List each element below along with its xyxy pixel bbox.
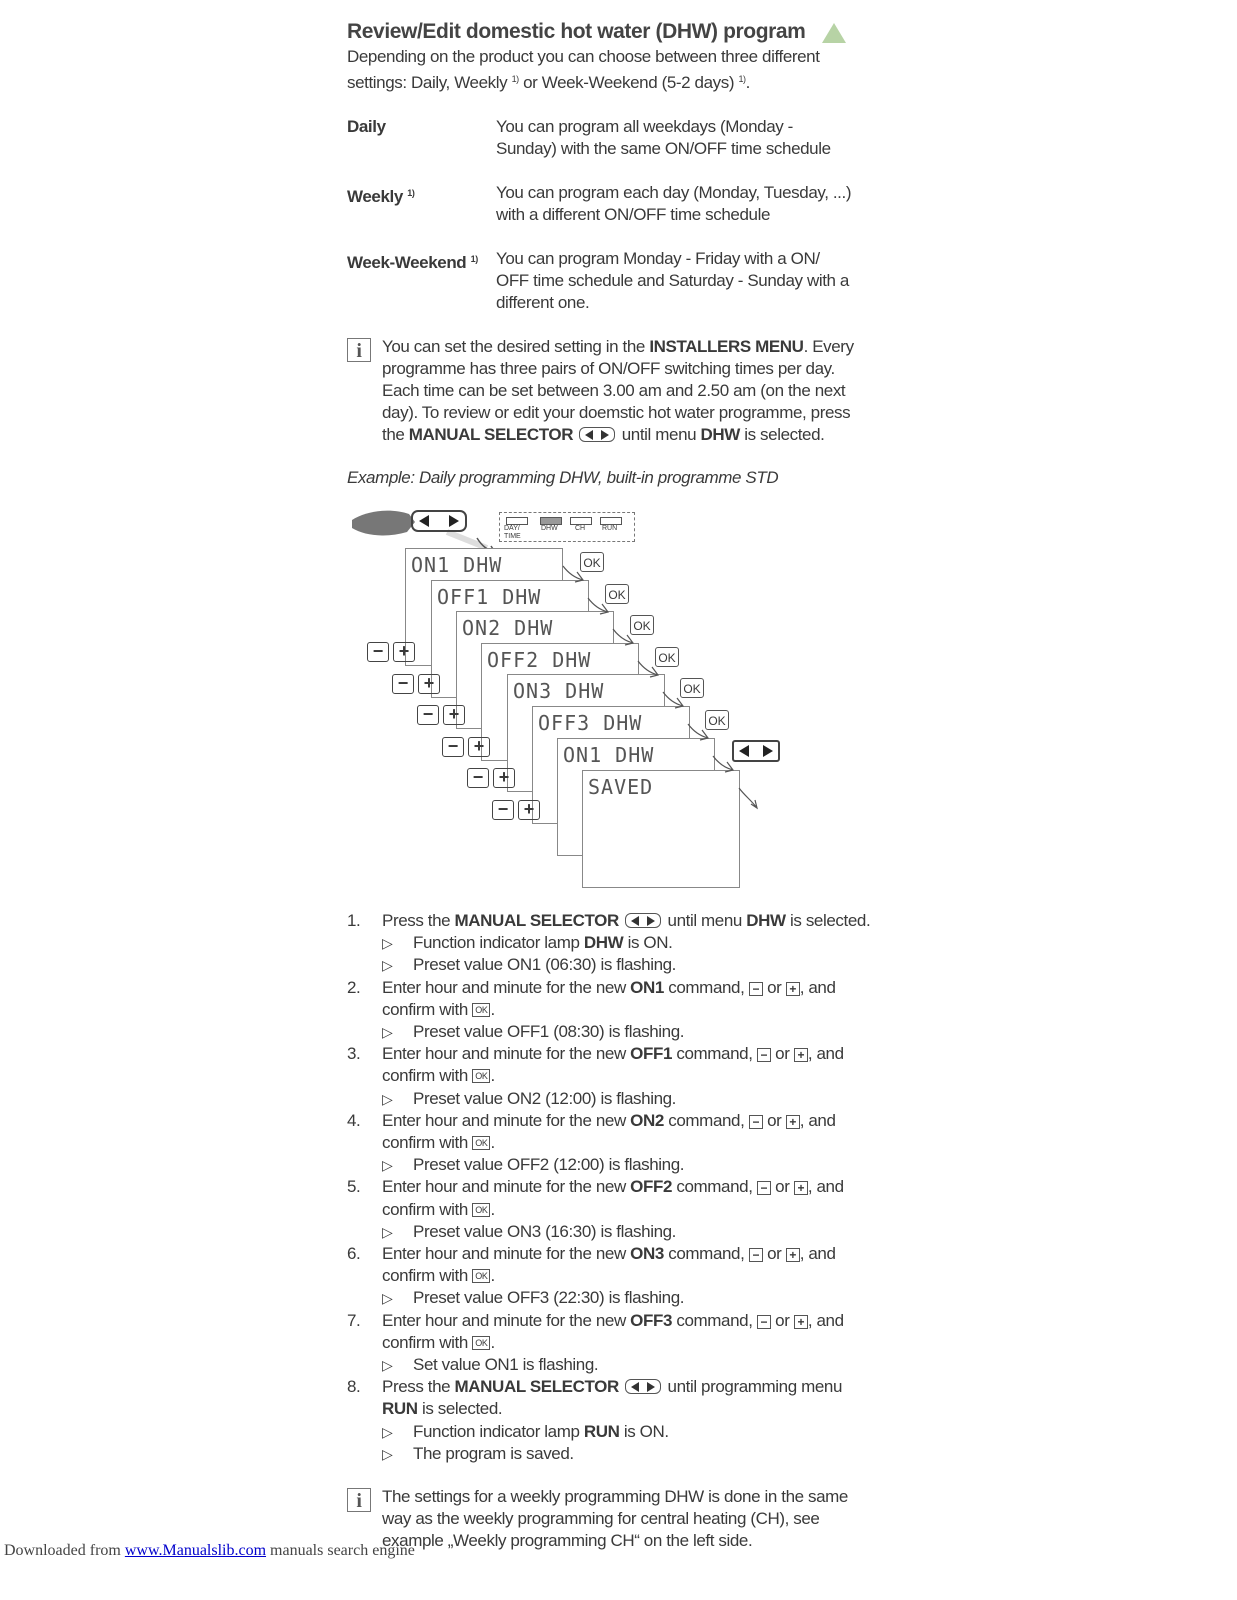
manual-selector-icon bbox=[625, 913, 661, 928]
minus-button[interactable]: − bbox=[467, 768, 489, 788]
plus-icon: + bbox=[786, 1115, 800, 1129]
minus-icon: − bbox=[757, 1315, 771, 1329]
lcd-screen: OFF2 DHW bbox=[481, 643, 639, 761]
result-arrow-icon: ▷ bbox=[382, 1223, 393, 1240]
result-arrow-icon: ▷ bbox=[382, 1090, 393, 1107]
info-icon: i bbox=[347, 1488, 371, 1512]
ok-button[interactable]: OK bbox=[605, 584, 629, 604]
example-caption: Example: Daily programming DHW, built-in programme STD bbox=[347, 468, 779, 487]
minus-plus-buttons bbox=[442, 737, 492, 757]
info-icon: i bbox=[347, 338, 371, 362]
intro-text: Depending on the product you can choose between three different settings: Daily, Weekly $^{1)}$ or Week-Weekend (5-2 days) $^{1)}$. bbox=[347, 47, 820, 92]
result-arrow-icon: ▷ bbox=[382, 935, 393, 952]
definition-week-weekend: Week-Weekend $^{1)}$ You can program Monday - Friday with a ON/ OFF time schedule and Saturday - Sunday with a different one. bbox=[347, 249, 849, 312]
step-result: ▷ Preset value OFF1 (08:30) is flashing. bbox=[347, 1021, 877, 1043]
result-arrow-icon: ▷ bbox=[382, 1290, 393, 1307]
lcd-screen-saved: SAVED bbox=[582, 770, 740, 888]
ok-button[interactable]: OK bbox=[655, 647, 679, 667]
minus-button[interactable]: − bbox=[492, 800, 514, 820]
plus-icon: + bbox=[794, 1181, 808, 1195]
plus-icon: + bbox=[794, 1048, 808, 1062]
step-2: 2. Enter hour and minute for the new ON1 command, − or + , and confirm with OK . bbox=[347, 977, 836, 1019]
plus-icon: + bbox=[786, 1248, 800, 1262]
step-result: ▷ Preset value ON2 (12:00) is flashing. bbox=[347, 1088, 877, 1110]
info-note-weekly: i The settings for a weekly programming DHW is done in the same way as the weekly programming for central heating (CH), see example „Weekly programming CH“ on the left side. bbox=[347, 1486, 867, 1552]
definition-weekly: Weekly $^{1)}$ You can program each day (Monday, Tuesday, ...) with a different ON/OFF time schedule bbox=[347, 183, 852, 224]
minus-plus-buttons bbox=[392, 674, 442, 694]
result-arrow-icon: ▷ bbox=[382, 1024, 393, 1041]
plus-button[interactable]: + bbox=[393, 642, 415, 662]
minus-icon: − bbox=[749, 1115, 763, 1129]
plus-button[interactable]: + bbox=[468, 737, 490, 757]
plus-icon: + bbox=[794, 1315, 808, 1329]
step-4: 4. Enter hour and minute for the new ON2 command, − or + , and confirm with OK . bbox=[347, 1110, 836, 1153]
step-5: 5. Enter hour and minute for the new OFF2 command, − or + , and confirm with OK . bbox=[347, 1177, 844, 1219]
manual-selector-button[interactable] bbox=[732, 740, 780, 762]
minus-plus-buttons bbox=[467, 768, 517, 788]
minus-icon: − bbox=[757, 1048, 771, 1062]
ok-icon: OK bbox=[472, 1069, 490, 1083]
info-note: i You can set the desired setting in the INSTALLERS MENU. Every programme has three pairs of ON/OFF switching times per day. Each time can be set between 3.00 am and 2.50 am (on the next day). To review or edit your doemstic hot water programme, press the MANUAL SELECTOR until menu DHW is selected. bbox=[347, 336, 877, 446]
result-arrow-icon: ▷ bbox=[382, 957, 393, 974]
ok-button[interactable]: OK bbox=[680, 678, 704, 698]
minus-button[interactable]: − bbox=[417, 705, 439, 725]
lcd-screen: ON3 DHW bbox=[507, 674, 665, 792]
content-lower bbox=[347, 20, 877, 1580]
minus-plus-buttons bbox=[492, 800, 542, 820]
lcd-screen: ON1 DHW bbox=[557, 738, 715, 856]
ok-icon: OK bbox=[472, 1003, 490, 1017]
result-arrow-icon: ▷ bbox=[382, 1157, 393, 1174]
step-result: ▷ The program is saved. bbox=[347, 1443, 877, 1465]
step-result: ▷ Set value ON1 is flashing. bbox=[347, 1354, 877, 1376]
minus-icon: − bbox=[757, 1181, 771, 1195]
ok-icon: OK bbox=[472, 1136, 490, 1150]
minus-plus-buttons bbox=[367, 642, 417, 662]
result-arrow-icon: ▷ bbox=[382, 1423, 393, 1440]
plus-button[interactable]: + bbox=[493, 768, 515, 788]
manual-selector-button[interactable] bbox=[411, 510, 467, 532]
plus-button[interactable]: + bbox=[518, 800, 540, 820]
step-6: 6. Enter hour and minute for the new ON3 command, − or + , and confirm with OK . bbox=[347, 1244, 836, 1286]
page-title: Review/Edit domestic hot water (DHW) program bbox=[347, 20, 806, 43]
step-3: 3. Enter hour and minute for the new OFF1 command, − or + , and confirm with OK . bbox=[347, 1044, 844, 1086]
minus-icon: − bbox=[749, 982, 763, 996]
step-result: ▷ Function indicator lamp DHW is ON. bbox=[347, 932, 877, 954]
plus-button[interactable]: + bbox=[443, 705, 465, 725]
step-1: 1. Press the MANUAL SELECTOR until menu DHW is selected. bbox=[347, 911, 871, 930]
minus-button[interactable]: − bbox=[367, 642, 389, 662]
lcd-screen: ON2 DHW bbox=[456, 611, 614, 729]
minus-button[interactable]: − bbox=[442, 737, 464, 757]
step-result: ▷ Preset value ON3 (16:30) is flashing. bbox=[347, 1221, 877, 1243]
minus-icon: − bbox=[749, 1248, 763, 1262]
minus-plus-buttons bbox=[417, 705, 467, 725]
programming-diagram bbox=[347, 508, 807, 903]
step-7: 7. Enter hour and minute for the new OFF3 command, − or + , and confirm with OK . bbox=[347, 1310, 844, 1352]
ok-button[interactable]: OK bbox=[705, 710, 729, 730]
ok-icon: OK bbox=[472, 1336, 490, 1350]
step-8: 8. Press the MANUAL SELECTOR until programming menu RUN is selected. bbox=[347, 1377, 843, 1419]
plus-button[interactable]: + bbox=[418, 674, 440, 694]
ok-button[interactable]: OK bbox=[580, 552, 604, 572]
ok-icon: OK bbox=[472, 1203, 490, 1217]
ok-icon: OK bbox=[472, 1269, 490, 1283]
definition-daily: Daily You can program all weekdays (Monday - Sunday) with the same ON/OFF time schedule bbox=[347, 117, 831, 158]
step-result: ▷ Preset value OFF2 (12:00) is flashing. bbox=[347, 1154, 877, 1176]
ok-button[interactable]: OK bbox=[630, 615, 654, 635]
step-result: ▷ Preset value OFF3 (22:30) is flashing. bbox=[347, 1287, 877, 1309]
lcd-screen: OFF1 DHW bbox=[431, 580, 589, 698]
lcd-screen: OFF3 DHW bbox=[532, 706, 690, 824]
manualslib-link[interactable]: www.Manualslib.com bbox=[124, 1542, 267, 1559]
indicator-panel: DAY/ TIME DHW CH RUN bbox=[499, 512, 635, 542]
lcd-screen: ON1 DHW bbox=[405, 548, 563, 666]
download-footer: Downloaded from www.Manualslib.com manuals search engine bbox=[4, 1542, 415, 1559]
result-arrow-icon: ▷ bbox=[382, 1357, 393, 1374]
manual-selector-icon bbox=[625, 1379, 661, 1394]
minus-button[interactable]: − bbox=[392, 674, 414, 694]
steps-list bbox=[347, 910, 877, 1465]
step-result: ▷ Preset value ON1 (06:30) is flashing. bbox=[347, 954, 877, 976]
step-result: ▷ Function indicator lamp RUN is ON. bbox=[347, 1421, 877, 1443]
plus-icon: + bbox=[786, 982, 800, 996]
result-arrow-icon: ▷ bbox=[382, 1445, 393, 1462]
